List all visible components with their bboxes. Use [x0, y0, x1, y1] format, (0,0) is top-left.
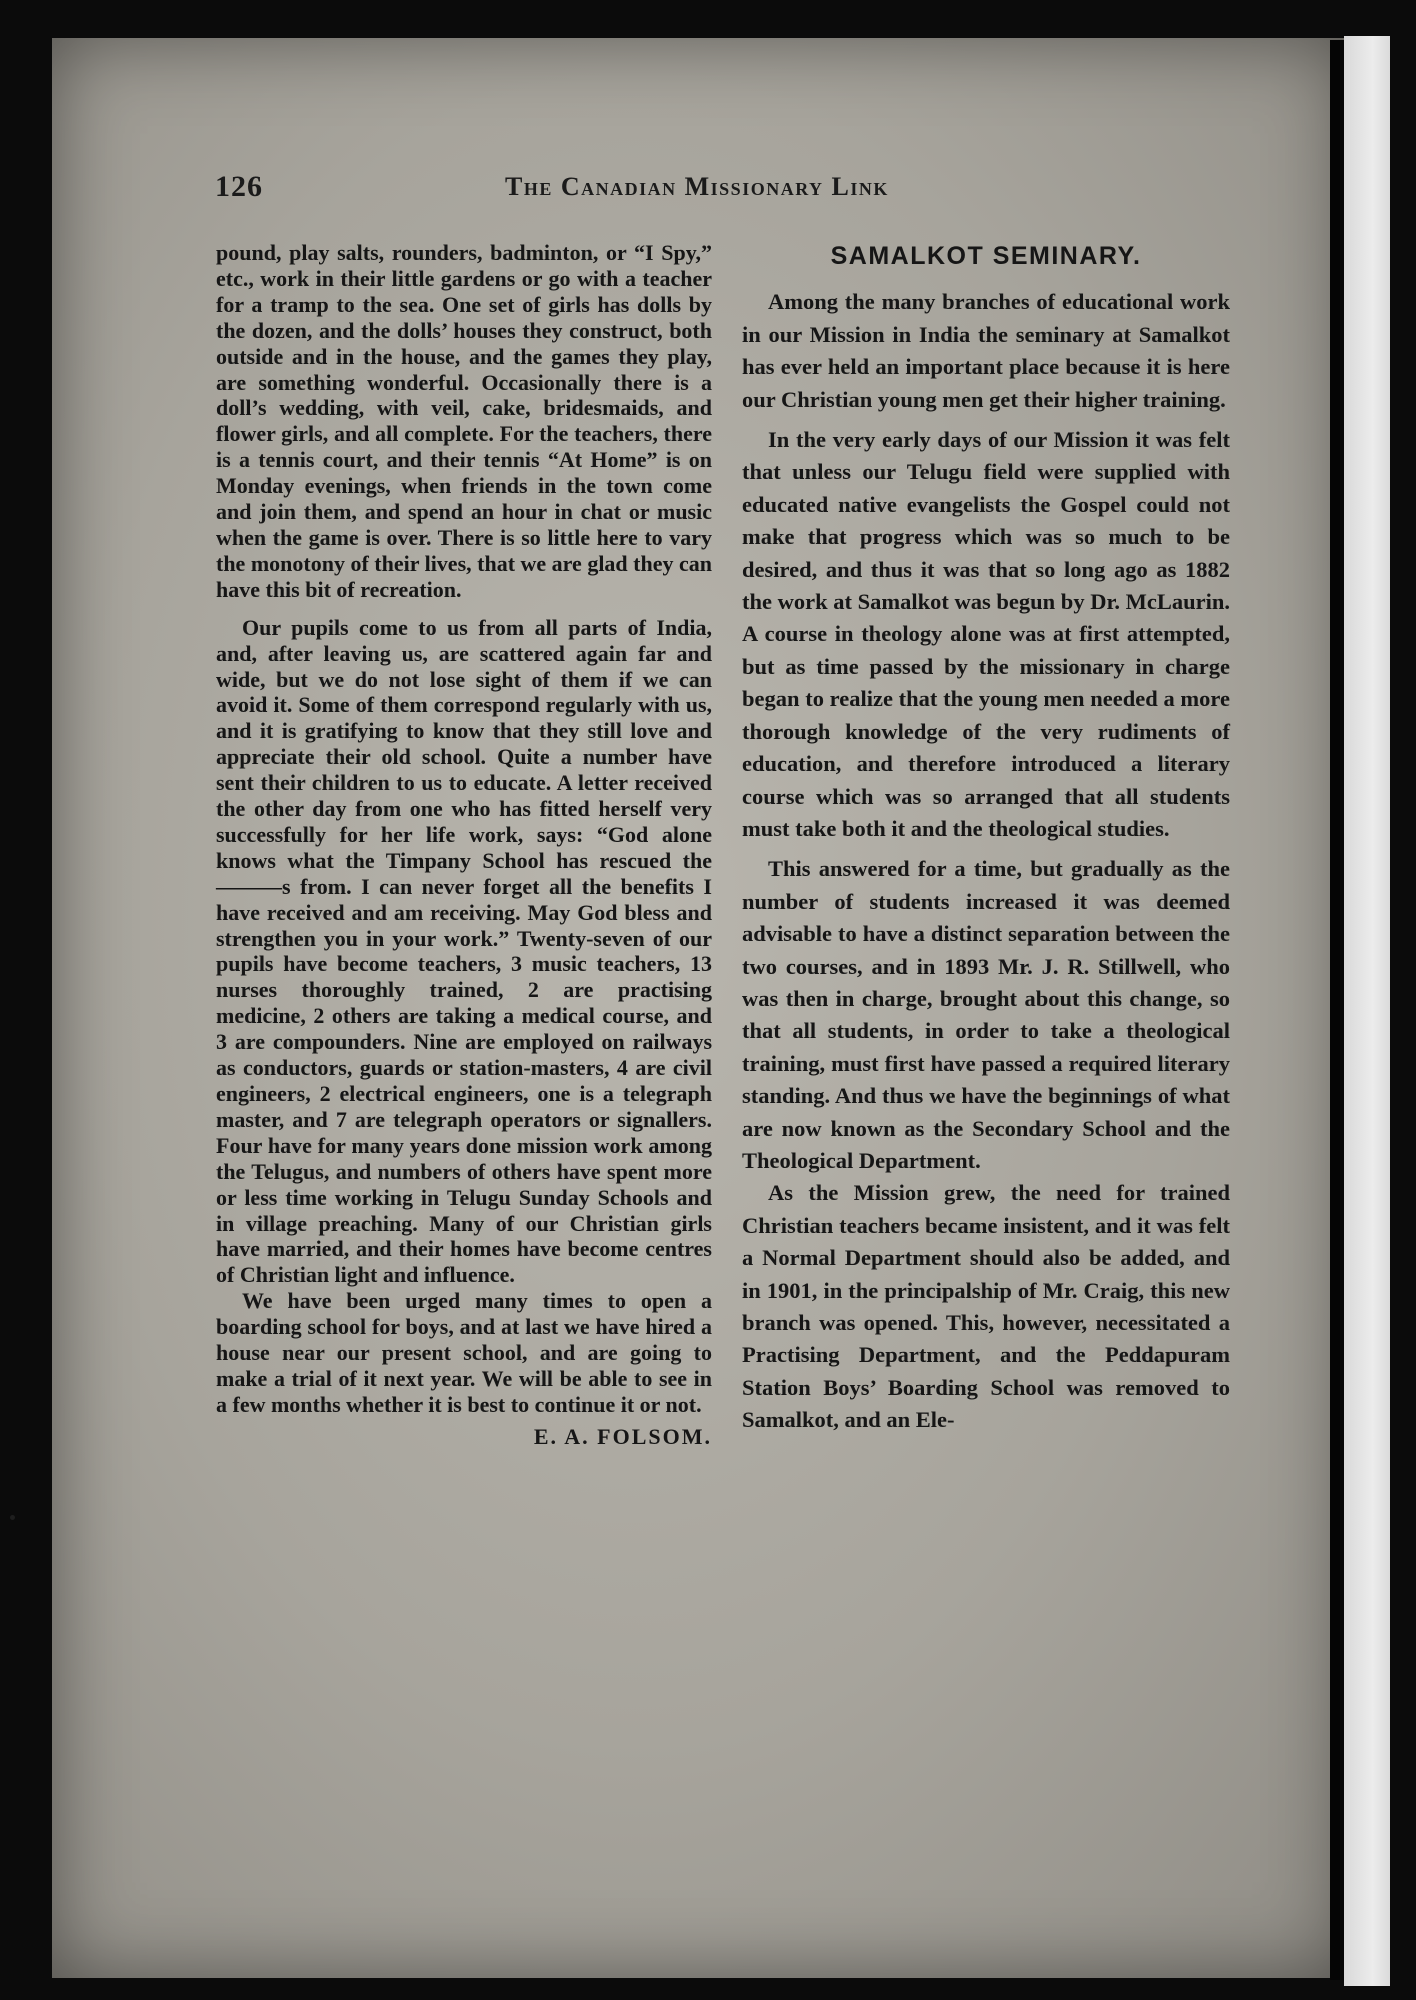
right-paragraph-2: In the very early days of our Mission it was felt that unless our Telugu field were supplied with educated native evangelists the Gospel could not make that progress which was so much to be desired, and thus it was that so long ago as 1882 the work at Samalkot was begun by Dr. McLaurin. A course in theology alone was at first attempted, but as time passed by the missionary in charge began to realize that the young men needed a more thorough knowledge of the very rudiments of education, and therefore introduced a literary course which was so arranged that all students must take both it and the theological studies. — [742, 427, 1230, 841]
right-column — [742, 240, 1230, 1437]
page-header — [215, 170, 1295, 210]
left-column — [216, 240, 712, 1450]
right-paragraph-4: As the Mission grew, the need for trained Christian teachers became insistent, and it was felt a Normal Department should also be added, and in 1901, in the principalship of Mr. Craig, this new branch was opened. This, however, necessitated a Practising Department, and the Peddapuram Station Boys’ Boarding School was removed to Samalkot, and an Ele- — [742, 1180, 1230, 1433]
article-heading: SAMALKOT SEMINARY. — [830, 242, 1142, 270]
author-signature: E. A. FOLSOM. — [533, 1423, 712, 1449]
scan-speck — [10, 1515, 15, 1520]
scan-border — [1390, 36, 1416, 1986]
left-paragraph-1: pound, play salts, rounders, badminton, or “I Spy,” etc., work in their little gardens or go with a teacher for a tramp to the sea. One set of girls has dolls by the dozen, and the dolls’ houses they construct, both outside and in the house, and the games they play, are something wonderful. Occasionally there is a doll’s wedding, with veil, cake, bridesmaids, and flower girls, and all complete. For the teachers, there is a tennis court, and their tennis “At Home” is on Monday evenings, when friends in the town come and join them, and spend an hour in chat or music when the game is over. There is so little here to vary the monotony of their lives, that we are glad they can have this bit of recreation. — [216, 240, 712, 602]
running-head: The Canadian Missionary Link — [505, 172, 889, 201]
left-paragraph-3: We have been urged many times to open a boarding school for boys, and at last we have hired a house near our present school, and are going to make a trial of it next year. We will be able to see in a few months whether it is best to continue it or not. — [216, 1288, 712, 1417]
right-paragraph-3: This answered for a time, but gradually as the number of students increased it was deemed advisable to have a distinct separation between the two courses, and in 1893 Mr. J. R. Stillwell, who was then in charge, brought about this change, so that all students, in order to take a theological training, must first have passed a required literary standing. And thus we have the beginnings of what are now known as the Secondary School and the Theological Department. — [742, 856, 1230, 1173]
book-spine-shadow — [1330, 40, 1344, 1980]
page-number: 126 — [215, 170, 263, 203]
right-paragraph-1: Among the many branches of educational work in our Mission in India the seminary at Samalkot has ever held an important place because it is here our Christian young men get their higher training. — [742, 289, 1230, 412]
left-paragraph-2: Our pupils come to us from all parts of India, and, after leaving us, are scattered again far and wide, but we do not lose sight of them if we can avoid it. Some of them correspond regularly with us, and it is gratifying to know that they still love and appreciate their old school. Quite a number have sent their children to us to educate. A letter received the other day from one who has fitted herself very successfully for her life work, says: “God alone knows what the Timpany School has rescued the ———s from. I can never forget all the benefits I have received and am receiving. May God bless and strengthen you in your work.” Twenty-seven of our pupils have become teachers, 3 music teachers, 13 nurses thoroughly trained, 2 are practising medicine, 2 others are taking a medical course, and 3 are compounders. Nine are employed on railways as conductors, guards or station-masters, 4 are civil engineers, 2 electrical engineers, one is a telegraph master, and 7 are telegraph operators or signallers. Four have for many years done mission work among the Telugus, and numbers of others have spent more or less time working in Telugu Sunday Schools and in village preaching. Many of our Christian girls have married, and their homes have become centres of Christian light and influence. — [216, 614, 712, 1288]
